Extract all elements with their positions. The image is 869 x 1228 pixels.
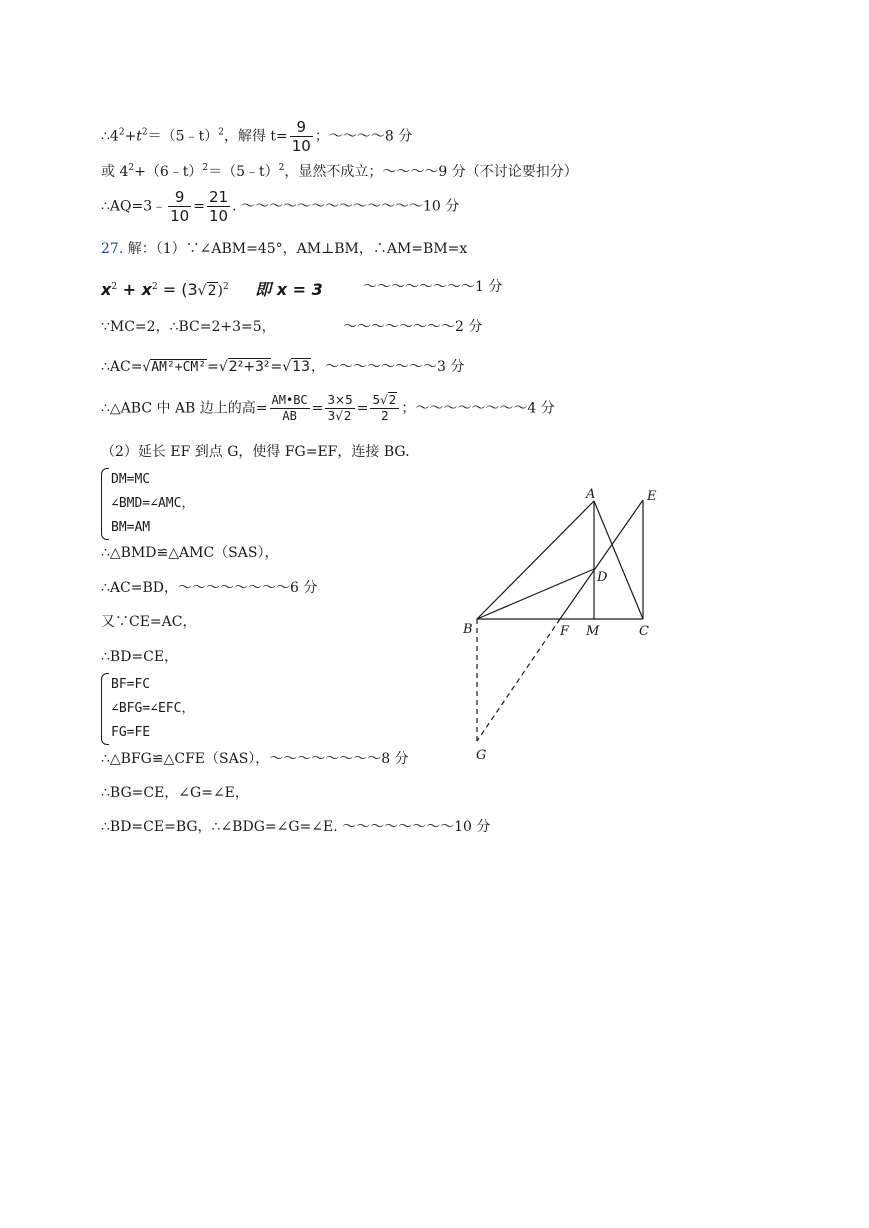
- superscript: 2: [202, 163, 209, 173]
- numerator: 9: [168, 188, 191, 207]
- text: =: [193, 198, 205, 215]
- radicand: 2: [388, 393, 397, 407]
- text: ∵MC=2，∴BC=2+3=5，: [101, 319, 276, 335]
- text: ∴AQ=3﹣: [101, 198, 167, 215]
- text: 解：（1）∵∠ABM=45°，AM⊥BM，∴AM=BM=x: [123, 241, 468, 257]
- superscript: 2: [151, 282, 158, 292]
- denominator: 10: [170, 207, 190, 225]
- denominator: 10: [208, 207, 229, 225]
- superscript: 2: [128, 163, 135, 173]
- denominator: AB: [282, 409, 297, 423]
- square-root: √2: [335, 409, 352, 423]
- text: ＝（5﹣t）: [208, 164, 279, 180]
- text: 即 x = 3: [255, 280, 323, 299]
- text: ∴△BMD≌△AMC（SAS），: [101, 545, 279, 561]
- numerator: 21: [208, 188, 229, 206]
- numerator: 9: [290, 118, 313, 137]
- geometry-figure: [455, 480, 675, 770]
- line-7: [101, 358, 464, 377]
- text: 5: [372, 393, 381, 407]
- text: x: [101, 280, 112, 299]
- system-line: ∠BMD=∠AMC，: [111, 496, 195, 511]
- line-5: [101, 278, 503, 300]
- system-line: FG=FE: [111, 725, 151, 740]
- superscript: 2: [118, 127, 125, 138]
- numerator: AM•BC: [271, 393, 308, 407]
- text: =: [270, 359, 283, 375]
- brace: [101, 673, 109, 745]
- text: = (3: [157, 280, 198, 299]
- system-lines: [111, 468, 194, 540]
- text: （2）延长 EF 到点 G，使得 FG=EF，连接 BG.: [101, 444, 410, 460]
- label-m: M: [586, 624, 600, 639]
- fraction: [207, 188, 230, 225]
- line-1: [101, 118, 412, 155]
- text: ∴△BFG≌△CFE（SAS），～～～～～～～～8 分: [101, 751, 409, 767]
- text: ∴BG=CE，∠G=∠E，: [101, 785, 249, 801]
- label-e: E: [647, 489, 657, 504]
- superscript: 2: [218, 127, 224, 138]
- text: ；～～～～～～～～4 分: [401, 400, 555, 417]
- label-b: B: [463, 622, 473, 637]
- text: =: [311, 400, 324, 417]
- line-10: [101, 544, 278, 562]
- denominator: [325, 409, 354, 424]
- brace: [101, 468, 109, 540]
- numerator: [370, 393, 399, 409]
- text: =: [356, 400, 369, 417]
- text: ～～～～～～～～1 分: [363, 279, 503, 295]
- text: =: [207, 359, 219, 375]
- text: ；～～～～8 分: [314, 128, 413, 145]
- square-root: √AM²+CM²: [142, 360, 207, 375]
- text: ): [217, 283, 223, 299]
- text: ∴AC=: [101, 359, 143, 375]
- square-root: √13: [282, 359, 311, 375]
- text: +t: [124, 128, 142, 145]
- text: ，解得 t=: [223, 128, 288, 145]
- label-g: G: [476, 748, 487, 763]
- line-9: [101, 443, 410, 461]
- label-f: F: [560, 624, 570, 639]
- square-root: √2: [380, 393, 397, 407]
- text: 又∵CE=AC，: [101, 614, 197, 630]
- system-line: BF=FC: [111, 677, 151, 692]
- question-number: 27.: [101, 241, 124, 257]
- fraction: [270, 393, 310, 424]
- square-root: √2²+3²: [218, 359, 270, 375]
- denominator: 10: [291, 137, 311, 155]
- text: ～～～～～～～～2 分: [343, 319, 483, 335]
- text: ∴BD=CE=BG，∴∠BDG=∠G=∠E. ～～～～～～～～10 分: [101, 819, 491, 835]
- superscript: 2: [111, 282, 118, 292]
- text: +（6﹣t）: [134, 164, 203, 180]
- line-13: [101, 648, 178, 666]
- superscript: 2: [222, 282, 229, 292]
- numerator: 3×5: [327, 393, 353, 407]
- system-line: ∠BFG=∠EFC，: [111, 701, 195, 716]
- line-15: [101, 784, 249, 802]
- system-line: BM=AM: [111, 520, 151, 535]
- superscript: 2: [141, 127, 148, 138]
- text: 或 4: [101, 164, 129, 180]
- text: + x: [117, 280, 152, 299]
- text: ，显然不成立；～～～～9 分（不讨论要扣分）: [284, 164, 578, 180]
- equation-system-2: [101, 673, 194, 745]
- line-6: [101, 318, 483, 336]
- label-c: C: [639, 624, 649, 639]
- fraction: [325, 393, 354, 424]
- line-4: [101, 240, 467, 258]
- line-12: [101, 613, 196, 631]
- label-d: D: [597, 570, 608, 585]
- radicand: 2: [343, 409, 352, 423]
- line-14: [101, 750, 409, 768]
- radicand: 2: [207, 283, 217, 299]
- radicand: 13: [292, 359, 311, 375]
- line-11: [101, 579, 317, 597]
- segment-fg-dashed: [477, 619, 560, 741]
- denominator: 2: [381, 409, 389, 423]
- equation-system-1: [101, 468, 194, 540]
- text: . ～～～～～～～～～～～～～10 分: [232, 198, 460, 215]
- line-16: [101, 818, 490, 836]
- radicand: AM²+CM²: [151, 360, 207, 375]
- line-2: [101, 159, 578, 181]
- text: ∴BD=CE，: [101, 649, 179, 665]
- text: ∴△ABC 中 AB 边上的高=: [101, 400, 268, 417]
- text: ，～～～～～～～～3 分: [311, 359, 465, 375]
- segment-bd: [477, 569, 594, 619]
- line-8: [101, 393, 555, 424]
- label-a: A: [586, 487, 596, 502]
- radicand: 2²+3²: [228, 359, 270, 375]
- fraction: [290, 118, 313, 155]
- line-3: [101, 188, 459, 225]
- text: ∴4: [101, 128, 119, 145]
- text: ∴AC=BD，～～～～～～～～6 分: [101, 580, 318, 596]
- system-line: DM=MC: [111, 472, 151, 487]
- superscript: 2: [278, 163, 285, 173]
- square-root: √2: [197, 283, 217, 299]
- fraction: [370, 393, 399, 424]
- text: ＝（5﹣t）: [147, 128, 219, 145]
- fraction: [168, 188, 191, 225]
- text: 3: [327, 409, 336, 423]
- system-lines: [111, 673, 194, 745]
- segment-ba: [477, 501, 594, 619]
